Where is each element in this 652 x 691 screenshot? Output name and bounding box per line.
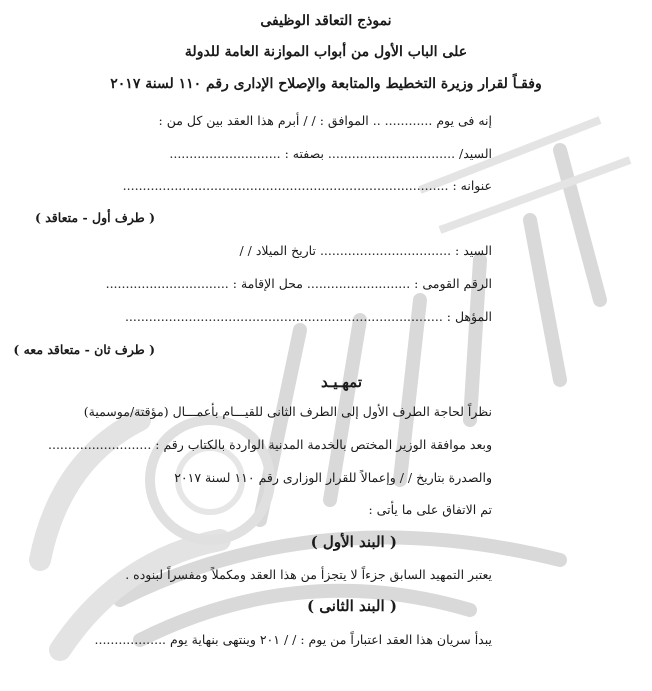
second-party-label: ( طرف ثان - متعاقد معه ) [13,342,155,357]
document-title: نموذج التعاقد الوظيفى [260,13,392,29]
preamble-line-1: نظراً لحاجة الطرف الأول إلى الطرف الثانى للقيـــام بأعمـــال (مؤقتة/موسمية) [83,404,492,419]
clause-1-heading: ( البند الأول ) [310,533,397,551]
first-party-label: ( طرف أول - متعاقد ) [34,210,155,225]
preamble-line-4: تم الاتفاق على ما يأتى : [368,502,492,517]
second-party-name-line: السيد : ................................. تاريخ الميلاد / / [239,243,492,258]
contract-date-line: إنه فى يوم ............ .. الموافق : / / أبرم هذا العقد بين كل من : [158,113,492,128]
first-party-address-line: عنوانه : .................................................................................. [122,178,492,193]
second-party-qualification-line: المؤهل : ................................................................................ [124,309,492,324]
clause-2-heading: ( البند الثانى ) [306,597,397,615]
first-party-name-line: السيد/ ................................ بصفته : ............................ [169,146,492,161]
preamble-heading: تمهـيـد [321,373,362,391]
preamble-line-2: وبعد موافقة الوزير المختص بالخدمة المدنية الواردة بالكتاب رقم : .......................... [48,437,492,452]
preamble-line-3: والصدرة بتاريخ / / وإعمالاً للقرار الوزارى رقم ١١٠ لسنة ٢٠١٧ [174,470,492,485]
second-party-id-line: الرقم القومى : .......................... محل الإقامة : ............................... [105,276,492,291]
document-subtitle-budget: على الباب الأول من أبواب الموازنة العامة للدولة [184,44,468,60]
clause-2-text: يبدأ سريان هذا العقد اعتباراً من يوم : / / ٢٠١ وينتهى بنهاية يوم .................. [94,632,492,647]
document-subtitle-decree: وفقـاً لقرار وزيرة التخطيط والمتابعة والإصلاح الإدارى رقم ١١٠ لسنة ٢٠١٧ [110,76,542,92]
clause-1-text: يعتبر التمهيد السابق جزءاً لا يتجزأ من هذا العقد ومكملاً ومفسراً لبنوده . [125,567,492,582]
